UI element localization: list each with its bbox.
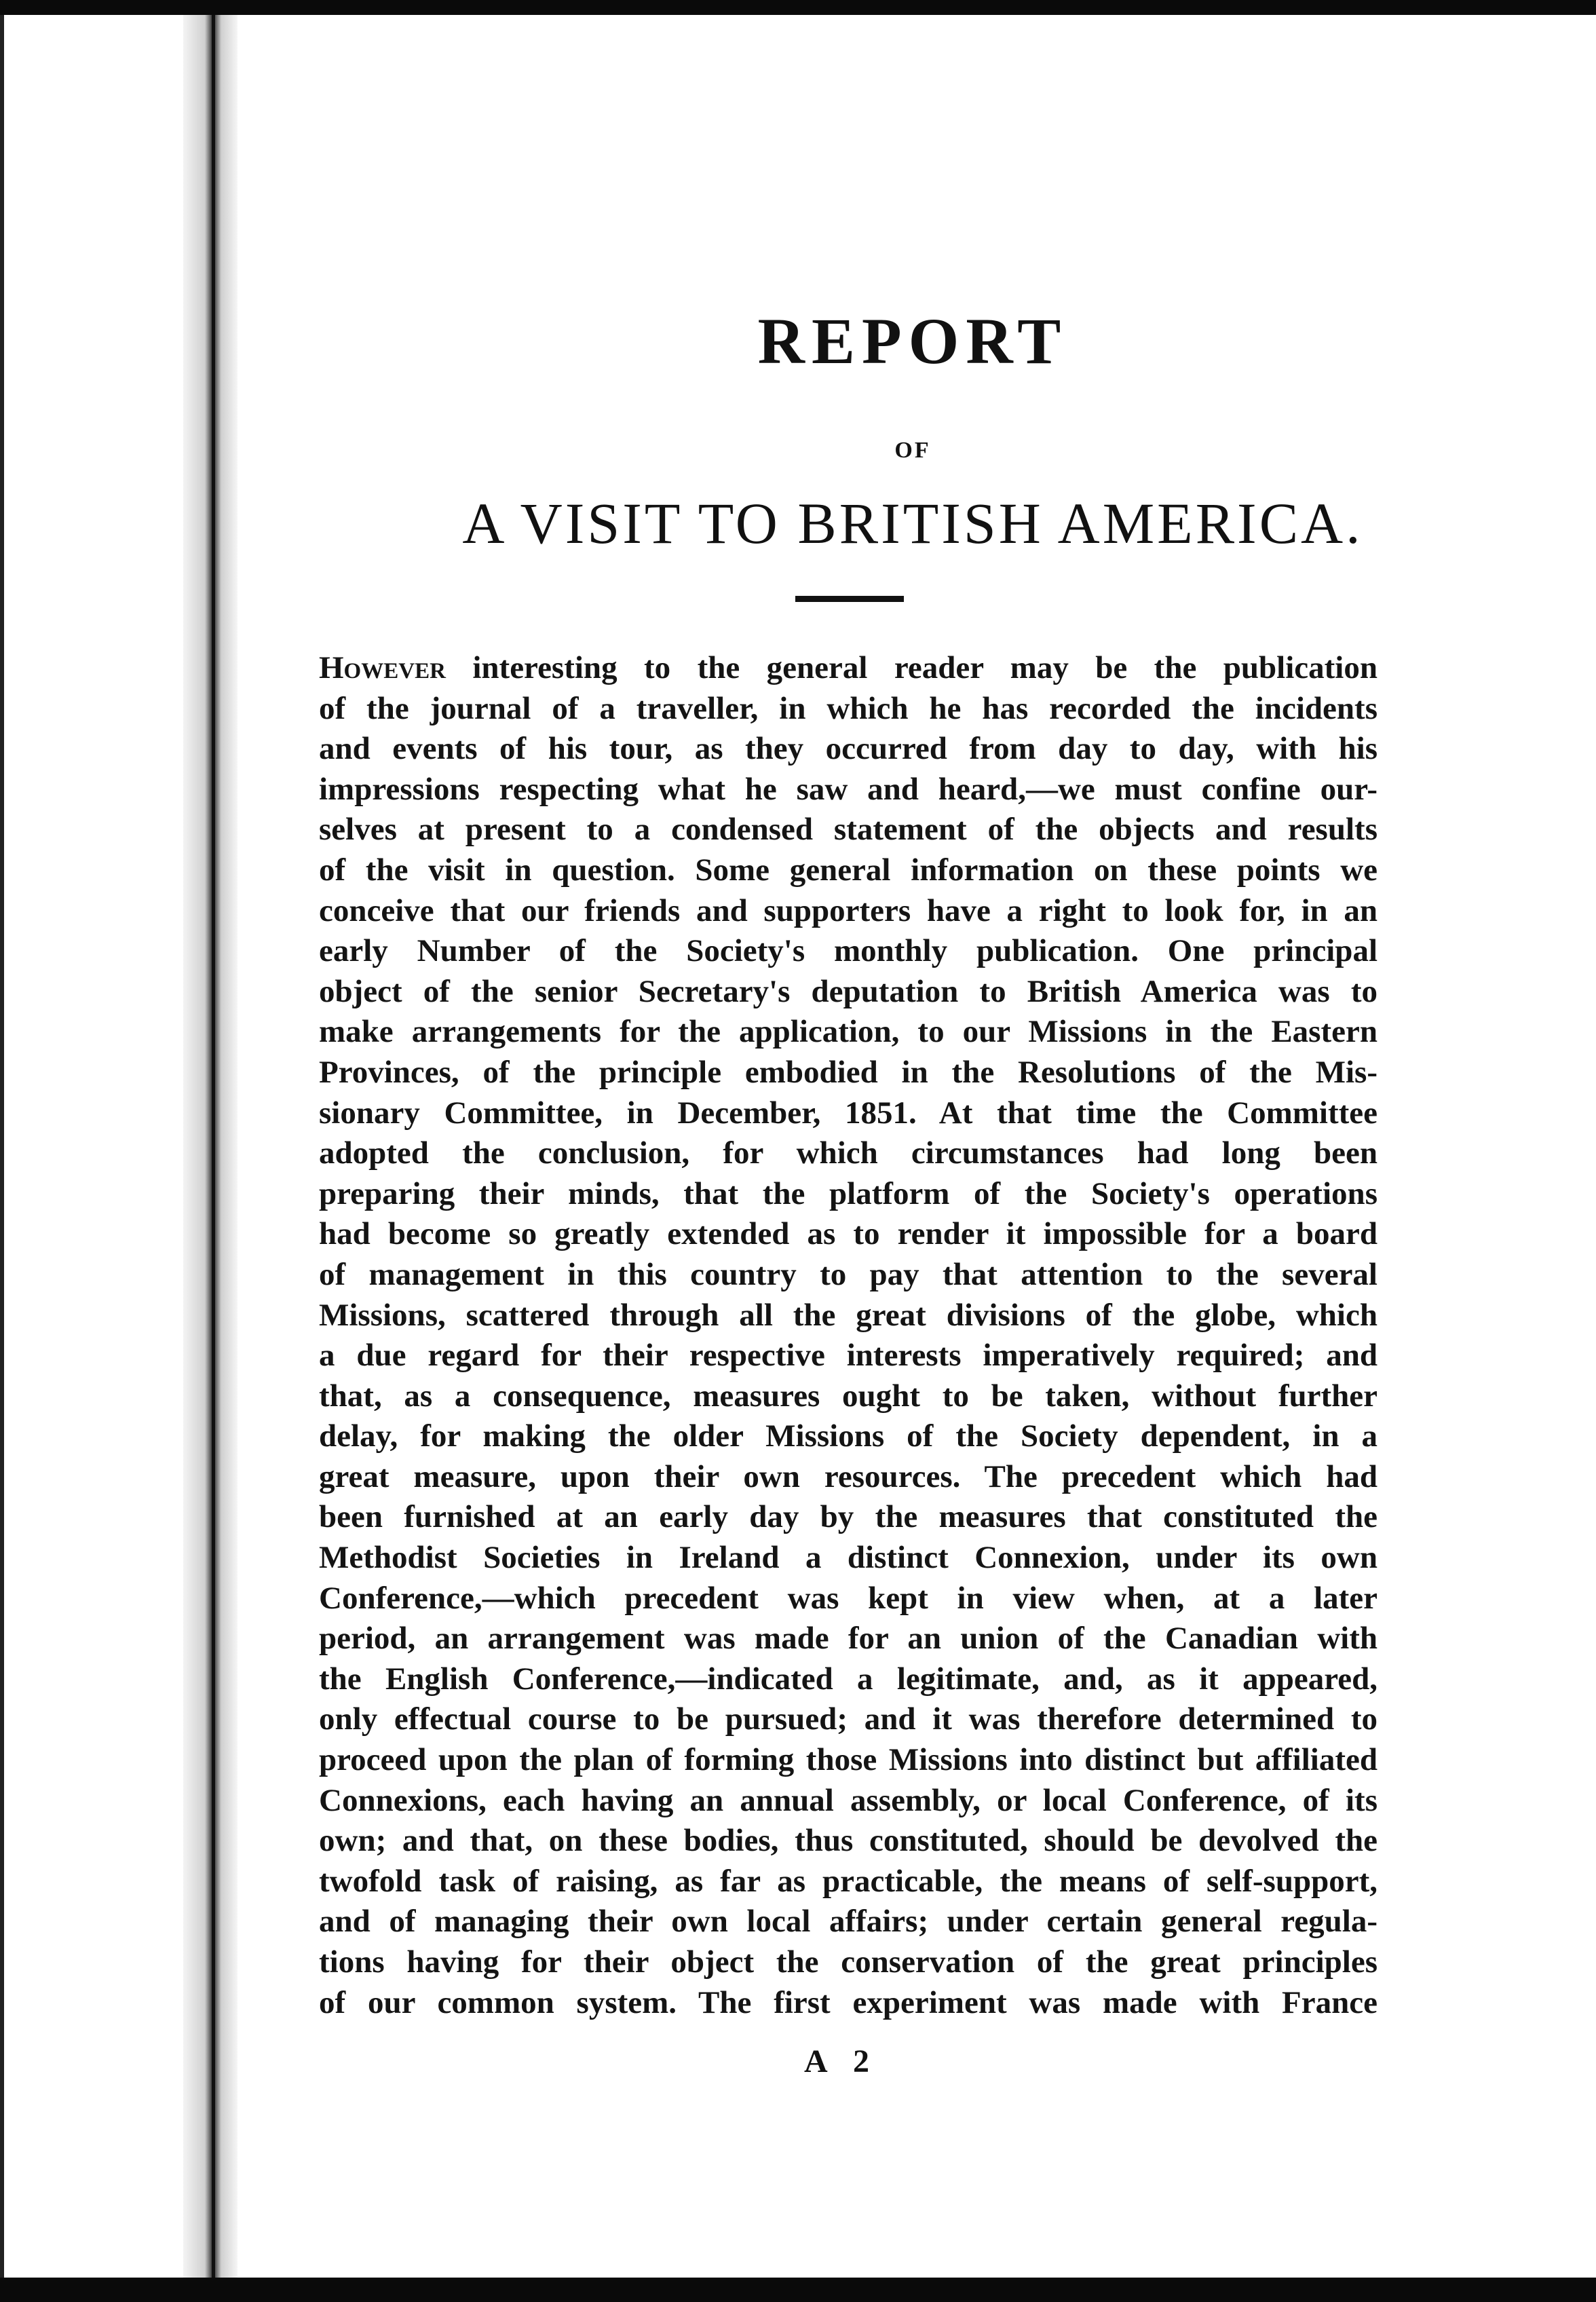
text-line: twofold task of raising, as far as practicable, the means of self-support,: [319, 1863, 1378, 1899]
text-line: and events of his tour, as they occurred from day to day, with his: [319, 731, 1378, 767]
text-line: a due regard for their respective interests imperatively required; and: [319, 1338, 1378, 1374]
text-line: make arrangements for the application, to our Missions in the Eastern: [319, 1014, 1378, 1050]
text-line: object of the senior Secretary's deputation to British America was to: [319, 973, 1378, 1009]
body-text: [319, 648, 1378, 2023]
text-line: adopted the conclusion, for which circumstances had long been: [319, 1135, 1378, 1171]
text-line: delay, for making the older Missions of the Society dependent, in a: [319, 1418, 1378, 1454]
text-line: been furnished at an early day by the measures that constituted the: [319, 1499, 1378, 1535]
scan-bottom-border: [0, 2278, 1596, 2302]
scan-left-edge: [0, 0, 4, 2302]
text-line: the English Conference,—indicated a legitimate, and, as it appeared,: [319, 1661, 1378, 1697]
text-line-rest: interesting to the general reader may be the publication: [445, 650, 1378, 685]
text-line: Missions, scattered through all the great divisions of the globe, which: [319, 1297, 1378, 1333]
text-line: had become so greatly extended as to render it impossible for a board: [319, 1216, 1378, 1252]
text-line: that, as a consequence, measures ought to be taken, without further: [319, 1378, 1378, 1414]
report-title: REPORT: [757, 305, 1068, 377]
text-line: proceed upon the plan of forming those Missions into distinct but affiliated: [319, 1742, 1378, 1778]
text-line: Provinces, of the principle embodied in the Resolutions of the Mis-: [319, 1054, 1378, 1090]
gutter-shadow: [212, 0, 215, 2302]
text-line: of the visit in question. Some general information on these points we: [319, 852, 1378, 888]
text-line: period, an arrangement was made for an union of the Canadian with: [319, 1621, 1378, 1657]
text-line: great measure, upon their own resources. The precedent which had: [319, 1458, 1378, 1494]
text-line: early Number of the Society's monthly publication. One principal: [319, 933, 1378, 969]
text-line: and of managing their own local affairs; under certain general regula-: [319, 1904, 1378, 1940]
signature-mark: A 2: [803, 2043, 879, 2079]
text-line: Connexions, each having an annual assembly, or local Conference, of its: [319, 1782, 1378, 1818]
text-line: tions having for their object the conservation of the great principles: [319, 1944, 1378, 1980]
text-line: preparing their minds, that the platform of the Society's operations: [319, 1175, 1378, 1211]
title-of: OF: [894, 438, 931, 463]
text-line: conceive that our friends and supporters have a right to look for, in an: [319, 892, 1378, 928]
text-line: Conference,—which precedent was kept in view when, at a later: [319, 1580, 1378, 1616]
text-line: sionary Committee, in December, 1851. At that time the Committee: [319, 1095, 1378, 1131]
text-line: [319, 648, 1378, 689]
text-line: Methodist Societies in Ireland a distinct Connexion, under its own: [319, 1540, 1378, 1576]
text-line: of our common system. The first experiment was made with France: [319, 1984, 1378, 2020]
lead-word: However: [319, 650, 446, 685]
text-line: selves at present to a condensed statement of the objects and results: [319, 812, 1378, 848]
text-line: impressions respecting what he saw and heard,—we must confine our-: [319, 771, 1378, 807]
report-subtitle: A VISIT TO BRITISH AMERICA.: [462, 491, 1363, 556]
book-gutter: [183, 0, 238, 2302]
text-line: of management in this country to pay that attention to the several: [319, 1256, 1378, 1292]
text-line: own; and that, on these bodies, thus constituted, should be devolved the: [319, 1823, 1378, 1859]
title-rule: [795, 596, 904, 602]
scan-top-border: [0, 0, 1596, 15]
text-line: of the journal of a traveller, in which he has recorded the incidents: [319, 690, 1378, 726]
text-line: only effectual course to be pursued; and it was therefore determined to: [319, 1701, 1378, 1737]
